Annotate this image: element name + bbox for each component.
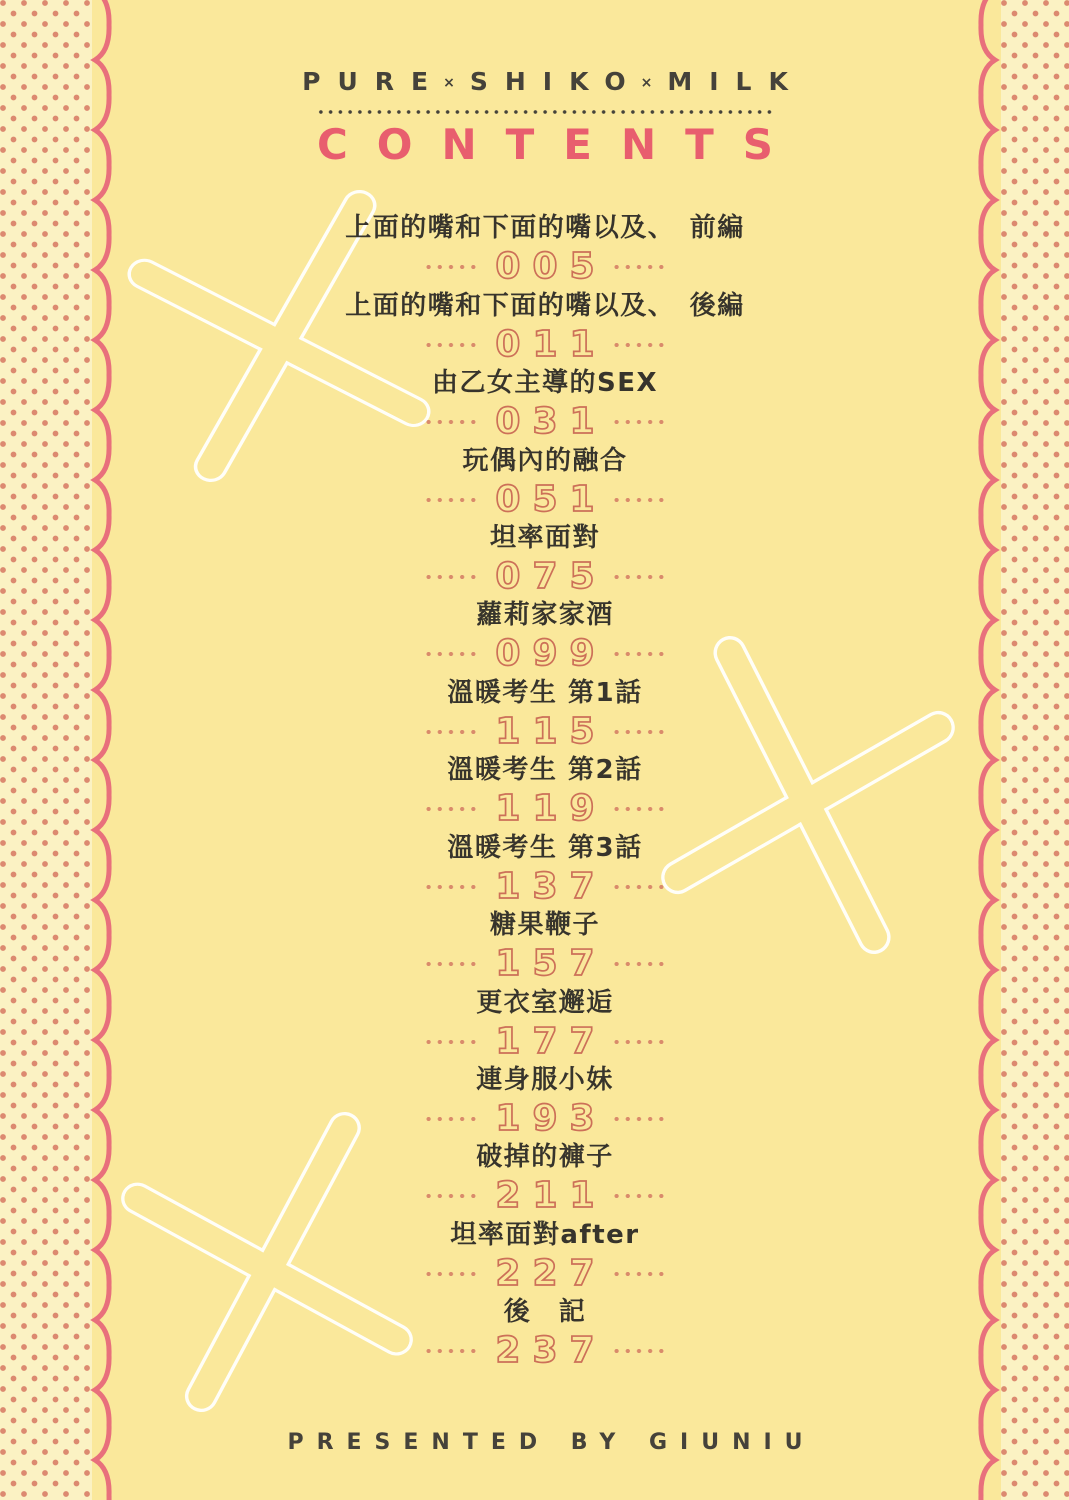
page-number-line: [423, 1332, 666, 1370]
page-number-line: [423, 1100, 666, 1138]
dot-leader-left: [423, 885, 479, 889]
chapter-title: 破掉的褲子: [476, 1142, 614, 1173]
page-number-line: [423, 945, 666, 983]
page-number: 099: [495, 633, 607, 675]
toc-entry: [95, 598, 995, 675]
chapter-title: 坦率面對after: [450, 1219, 640, 1250]
dot-leader-left: [423, 343, 479, 347]
page-number-line: [423, 1020, 666, 1062]
chapter-title: 後 記: [503, 1297, 587, 1328]
toc-entry: [95, 288, 995, 365]
dot-leader-left: [423, 1117, 479, 1121]
dot-leader-left: [423, 420, 479, 424]
chapter-title: 玩偶內的融合: [462, 445, 628, 476]
chapter-title: 上面的嘴和下面的嘴以及、 後編: [345, 290, 745, 321]
dot-leader-left: [423, 1194, 479, 1198]
dot-leader-right: [611, 1349, 667, 1353]
chapter-title: 由乙女主導的SEX: [431, 368, 659, 399]
chapter-title: 溫暖考生 第1話: [447, 677, 643, 708]
toc-entry: [95, 521, 995, 598]
multiply-separator-icon: ×: [443, 75, 455, 91]
dot-leader-left: [423, 1040, 479, 1044]
toc-entry: [95, 1140, 995, 1217]
page-title: CONTENTS: [316, 120, 803, 169]
dot-leader-left: [423, 1272, 479, 1276]
page-number: 119: [495, 788, 607, 830]
content-area: [95, 0, 995, 1500]
toc-entry: [95, 831, 995, 908]
dot-leader-right: [611, 343, 667, 347]
dot-leader-right: [611, 652, 667, 656]
chapter-title: 溫暖考生 第3話: [447, 832, 643, 863]
dot-leader-left: [423, 807, 479, 811]
dot-leader-right: [611, 962, 667, 966]
toc-entry: [95, 1295, 995, 1372]
toc-entry: [95, 753, 995, 830]
page-number: 237: [495, 1330, 607, 1372]
page-number-line: [423, 790, 666, 828]
page-number: 137: [495, 865, 607, 907]
dot-leader-left: [423, 265, 479, 269]
dot-leader-left: [423, 498, 479, 502]
page-number-line: [423, 635, 666, 673]
page-number: 193: [495, 1098, 607, 1140]
page-number: 075: [495, 555, 607, 597]
series-title-word: SHIKO: [469, 67, 643, 96]
toc-entry: [95, 443, 995, 520]
dot-leader-right: [611, 498, 667, 502]
dot-leader-right: [611, 730, 667, 734]
page-number-line: [423, 403, 666, 441]
chapter-title: 蘿莉家家酒: [476, 600, 614, 631]
page-number-line: [423, 248, 666, 286]
chapter-title: 糖果鞭子: [489, 910, 600, 941]
chapter-title: 更衣室邂逅: [476, 987, 614, 1018]
page-number-line: [423, 1177, 666, 1215]
toc-entry: [95, 366, 995, 443]
page-number: 211: [495, 1175, 607, 1217]
dot-leader-left: [423, 575, 479, 579]
page-header: [95, 68, 995, 167]
chapter-title: 上面的嘴和下面的嘴以及、 前編: [345, 213, 745, 244]
dot-leader-right: [611, 807, 667, 811]
dot-leader-left: [423, 1349, 479, 1353]
page-number: 011: [495, 323, 607, 365]
page-number: 005: [495, 246, 607, 288]
page-number: 227: [495, 1252, 607, 1294]
chapter-title: 連身服小妹: [476, 1065, 614, 1096]
series-title-word: MILK: [667, 67, 805, 96]
toc-entry: [95, 1063, 995, 1140]
page-number-line: [423, 323, 666, 365]
dotted-divider: [316, 110, 774, 114]
toc-entry: [95, 985, 995, 1062]
multiply-separator-icon: ×: [640, 75, 653, 91]
dot-leader-left: [423, 652, 479, 656]
dot-leader-right: [611, 575, 667, 579]
page-number-line: [423, 478, 666, 520]
page-number: 031: [495, 401, 607, 443]
page-number: 051: [495, 478, 607, 520]
toc-entry: [95, 211, 995, 288]
page-number: 157: [495, 943, 607, 985]
page-number-line: [423, 1252, 666, 1294]
dot-leader-right: [611, 1272, 667, 1276]
toc-list: [95, 211, 995, 1373]
page-number: 177: [495, 1020, 607, 1062]
chapter-title: 溫暖考生 第2話: [447, 755, 643, 786]
chapter-title: 坦率面對: [489, 522, 600, 553]
series-title-word: PURE: [302, 67, 446, 96]
page-number-line: [423, 710, 666, 752]
dot-leader-right: [611, 420, 667, 424]
dot-leader-left: [423, 730, 479, 734]
dot-leader-right: [611, 885, 667, 889]
toc-entry: [95, 676, 995, 753]
toc-entry: [95, 1218, 995, 1295]
dot-leader-left: [423, 962, 479, 966]
dot-leader-right: [611, 265, 667, 269]
dot-leader-right: [611, 1194, 667, 1198]
page-number-line: [423, 555, 666, 597]
page-number-line: [423, 865, 666, 907]
dot-leader-right: [611, 1117, 667, 1121]
series-title: [95, 68, 995, 99]
page-number: 115: [495, 710, 607, 752]
dot-leader-right: [611, 1040, 667, 1044]
toc-entry: [95, 908, 995, 985]
credit-line: PRESENTED BY GIUNIU: [287, 1430, 816, 1455]
